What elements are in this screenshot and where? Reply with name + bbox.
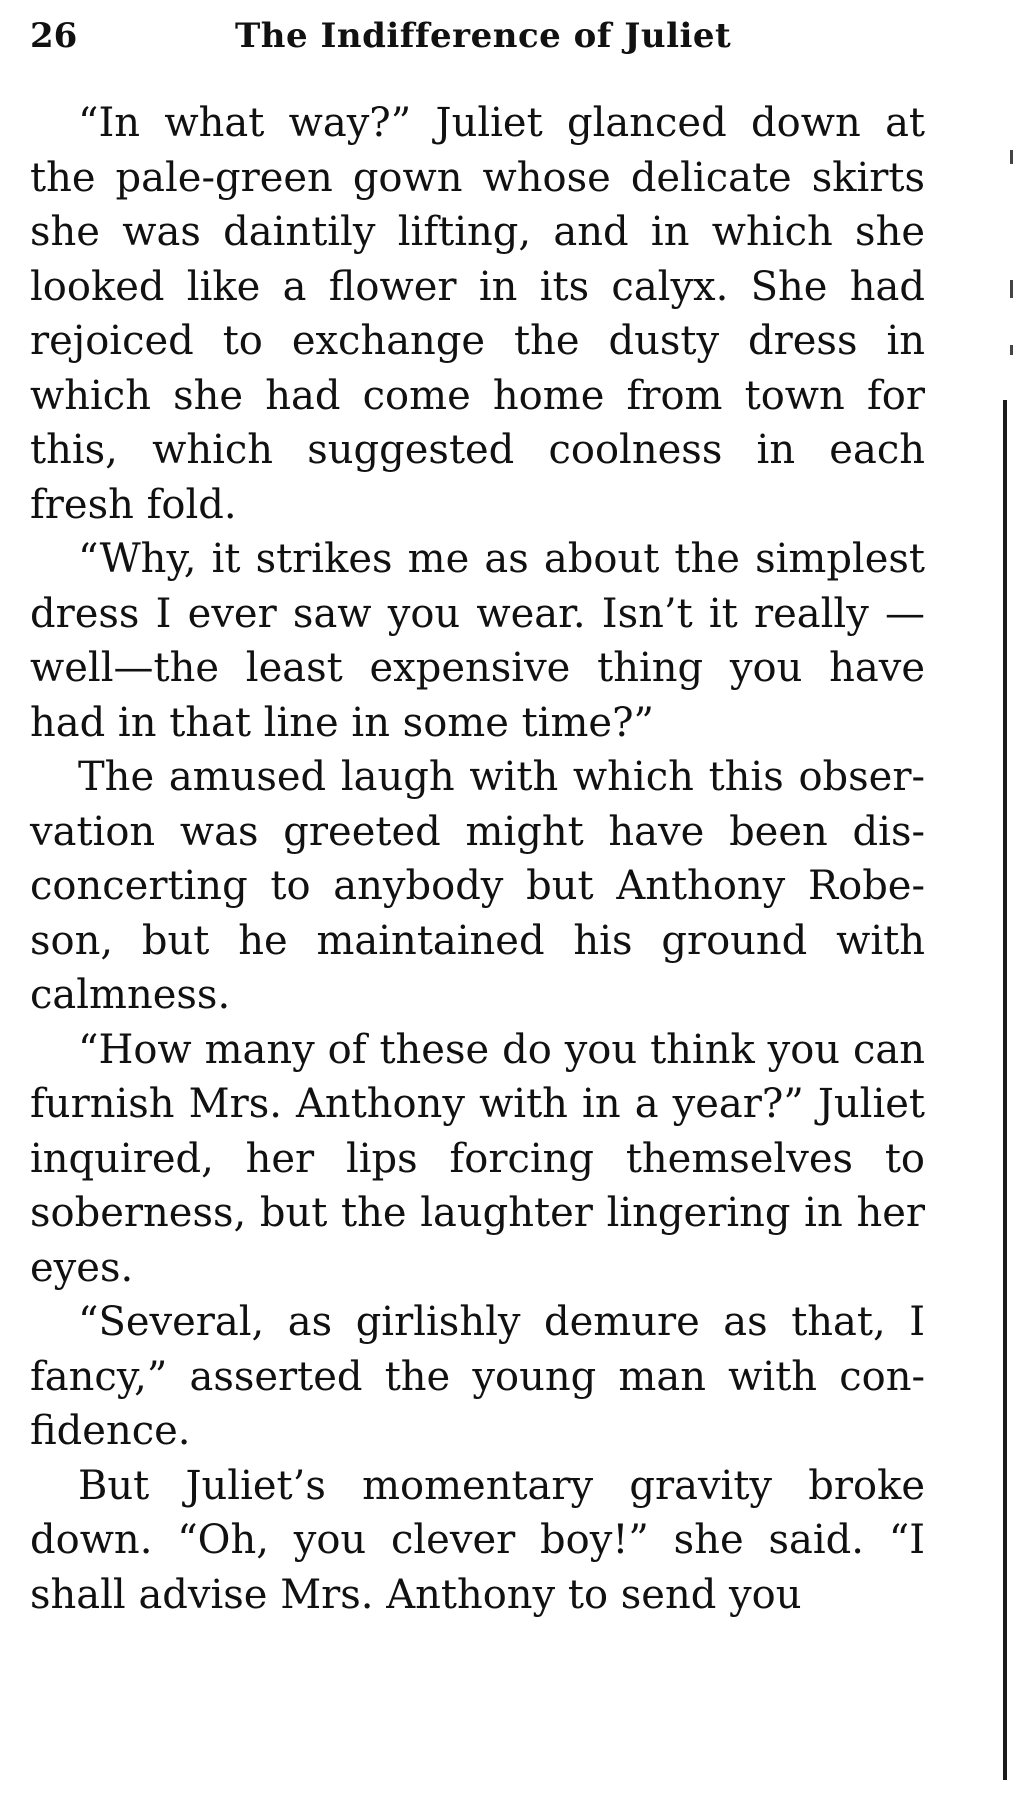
- gutter-speck: [1010, 345, 1013, 355]
- gutter-speck: [1010, 280, 1013, 298]
- paragraph: The amused laugh with which this observation was greeted might have been disconcerting to anybody but Anthony Robeson, but he maintained his ground with calmness.: [30, 754, 925, 1018]
- page-number: 26: [30, 16, 78, 56]
- running-title: The Indifference of Juliet: [235, 16, 732, 56]
- gutter-edge-line: [1003, 400, 1007, 1780]
- paragraph: “How many of these do you think you can furnish Mrs. Anthony with in a year?” Juliet inquired, her lips forcing themselves to soberness, but the laughter lingering in her eyes.: [30, 1026, 925, 1291]
- paragraph: “In what way?” Juliet glanced down at the pale-green gown whose delicate skirts she was daintily lifting, and in which she looked like a flower in its calyx. She had rejoiced to exchange the dusty dress in which she had come home from town for this, which suggested coolness in each fresh fold.: [30, 100, 925, 528]
- paragraph: But Juliet’s momentary gravity broke down. “Oh, you clever boy!” she said. “I shall advise Mrs. Anthony to send you: [30, 1462, 925, 1618]
- body-text: [30, 96, 925, 1622]
- paragraph: “Why, it strikes me as about the simplest dress I ever saw you wear. Isn’t it really —well—the least expensive thing you have had in that line in some time?”: [30, 536, 925, 746]
- gutter-speck: [1010, 150, 1013, 164]
- running-head: [30, 12, 930, 60]
- paragraph: “Several, as girlishly demure as that, I fancy,” asserted the young man with confidence.: [30, 1299, 925, 1454]
